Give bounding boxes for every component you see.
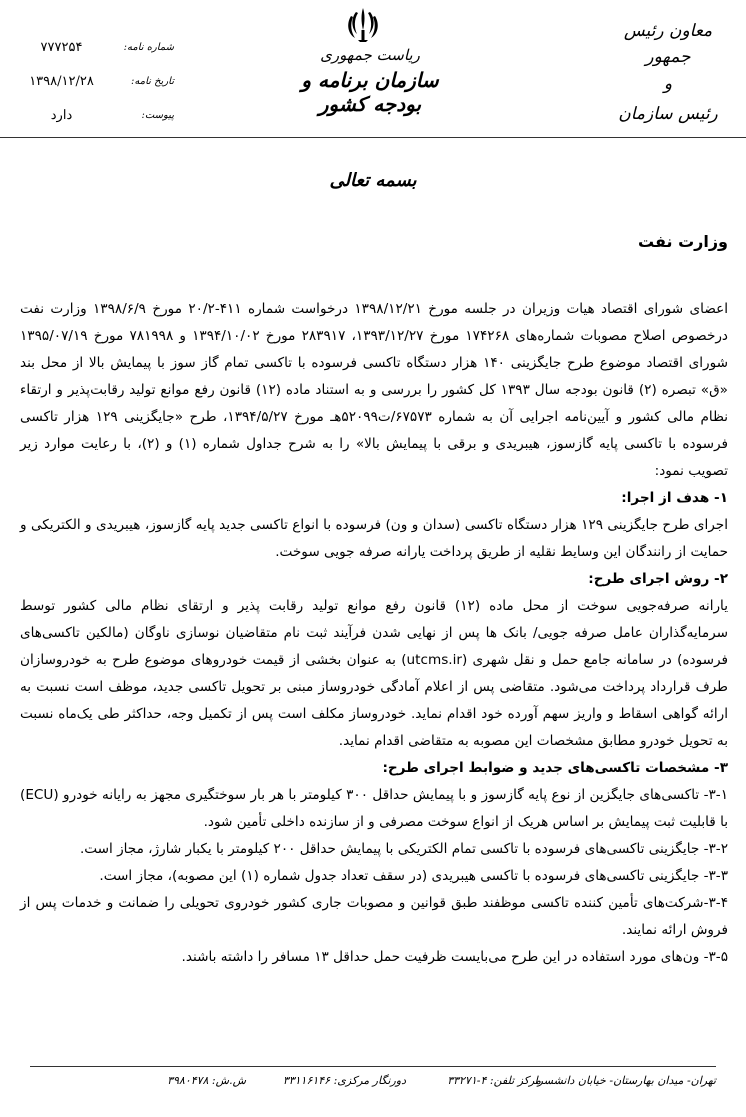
attachment-label: پیوست: (141, 110, 174, 121)
footer-phone: مرکز تلفن: ۴-۳۳۲۷۱ (447, 1074, 541, 1087)
section-1-title: ۱- هدف از اجرا: (621, 490, 728, 506)
section-1-text: اجرای طرح جایگزینی ۱۲۹ هزار دستگاه تاکسی (سدان و ون) فرسوده با انواع تاکسی جدید پایه گازسوز، هیبریدی و الکتریکی و حمایت از رانندگان این وسایط نقلیه از طریق پرداخت یارانه صرفه جویی سوخت. (20, 517, 728, 560)
footer-fax: دورنگار مرکزی: ۳۳۱۱۶۱۴۶ (282, 1074, 406, 1087)
header-divider (0, 137, 746, 138)
section-3-title: ۳- مشخصات تاکسی‌های جدید و ضوابط اجرای طرح: (382, 760, 728, 776)
section-3-item: ۳-۲- جایگزینی تاکسی‌های فرسوده با تاکسی تمام الکتریکی با پیمایش حداقل ۲۰۰ کیلومتر با یکبار شارژ، مجاز است. (79, 841, 728, 857)
letter-number-label: شماره نامه: (123, 42, 174, 53)
section-2-title: ۲- روش اجرای طرح: (588, 571, 728, 587)
official-title-line1: معاون رئیس جمهور (623, 21, 713, 68)
official-title (608, 18, 728, 127)
official-title-line2: و (663, 73, 673, 94)
bismillah-heading: بسمه تعالی (329, 170, 417, 191)
section-3-item: ۳-۱- تاکسی‌های جایگزین از نوع پایه گازسوز و با پیمایش حداقل ۳۰۰ کیلومتر با هر بار سوختگیری مجهز به رایانه خودرو (ECU) با قابلیت ثبت پیمایش بر اساس هریک از انواع سوخت مصرفی و از سازنده داخلی تأمین شود. (20, 787, 728, 830)
section-3-item: ۳-۴-شرکت‌های تأمین کننده تاکسی موظفند طبق قوانین و مصوبات جاری کشور خودروی تحویلی را ضمانت و خدمات پس از فروش ارائه نمایند. (20, 895, 728, 938)
meta-row-number (14, 40, 174, 74)
section-3-item: ۳-۳- جایگزینی تاکسی‌های فرسوده با تاکسی هیبریدی (در سقف تعداد جدول شماره (۱) این مصوبه)، مجاز است. (99, 868, 728, 884)
footer-postal-code: ش.ش: ۳۹۸۰۴۷۸ (167, 1074, 246, 1087)
section-2-text: یارانه صرفه‌جویی سوخت از محل ماده (۱۲) قانون رفع موانع تولید رقابت پذیر و ارتقای نظام مالی کشور توسط سرمایه‌گذاران عامل صرفه جویی/ بانک ها پس از نهایی شدن فرآیند ثبت نام متقاضیان نوسازی ناوگان (مالکین تاکسی‌های فرسوده) در سامانه جامع حمل و نقل شهری (utcms.ir) به عنوان بخشی از قیمت خودروهای موضوع طرح به خودروسازان طرف قرارداد پرداخت می‌شود. متقاضی پس از اعلام آمادگی خودروساز مبنی بر تحویل تاکسی جدید، موظف است نسبت به ارائه گواهی اسقاط و واریز سهم آورده خود اقدام نماید. خودروساز مکلف است پس از تکمیل وجه، حداکثر طی یک‌ماه نسبت به تحویل خودرو مطابق مشخصات این مصوبه به متقاضی اقدام نماید. (20, 598, 728, 749)
presidency-label: ریاست جمهوری (320, 46, 420, 64)
iran-emblem-icon (345, 4, 381, 44)
official-title-line3: رئیس سازمان (618, 104, 718, 125)
footer-divider (30, 1066, 716, 1067)
attachment-value: دارد (50, 108, 73, 123)
recipient: وزارت نفت (638, 232, 728, 251)
letter-body (20, 296, 728, 971)
meta-row-date (14, 74, 174, 108)
footer-address: تهران- میدان بهارستان- خیابان دانشسرا (534, 1074, 716, 1087)
section-3-item: ۳-۵- ون‌های مورد استفاده در این طرح می‌بایست ظرفیت حمل حداقل ۱۳ مسافر را داشته باشند. (181, 949, 728, 965)
organization-name: سازمان برنامه و بودجه کشور (301, 68, 439, 116)
letter-meta (14, 40, 174, 142)
organization-title (275, 46, 465, 116)
letter-number-value: ۷۷۷۲۵۴ (40, 40, 83, 55)
intro-paragraph: اعضای شورای اقتصاد هیات وزیران در جلسه مورخ ۱۳۹۸/۱۲/۲۱ درخواست شماره ۴۱۱-۲۰/۲ مورخ ۱۳۹۸/۶/۹ وزارت نفت درخصوص اصلاح مصوبات شماره‌های ۱۷۴۲۶۸ مورخ ۱۳۹۳/۱۲/۲۷، ۲۸۳۹۱۷ مورخ ۱۳۹۴/۱۰/۰۲ و ۷۸۱۹۹۸ مورخ ۱۳۹۵/۰۷/۱۹ شورای اقتصاد موضوع طرح جایگزینی ۱۴۰ هزار دستگاه تاکسی فرسوده با تاکسی تمام گاز سوز با پیمایش بالا از محل بند «ق» تبصره (۲) قانون بودجه سال ۱۳۹۳ کل کشور را بررسی و به استناد ماده (۱۲) قانون رفع موانع تولید رقابت‌پذیر و ارتقاء نظام مالی کشور و آیین‌نامه اجرایی آن به شماره ۶۷۵۷۳/ت۵۲۰۹۹هـ مورخ ۱۳۹۴/۵/۲۷، طرح «جایگزینی ۱۲۹ هزار تاکسی فرسوده با تاکسی پایه گازسوز، هیبریدی و برقی با پیمایش بالا» را به شرح جداول شماره (۱) و (۲)، با رعایت موارد زیر تصویب نمود: (20, 301, 729, 479)
letter-date-label: تاریخ نامه: (131, 76, 174, 87)
letter-date-value: ۱۳۹۸/۱۲/۲۸ (29, 74, 94, 89)
